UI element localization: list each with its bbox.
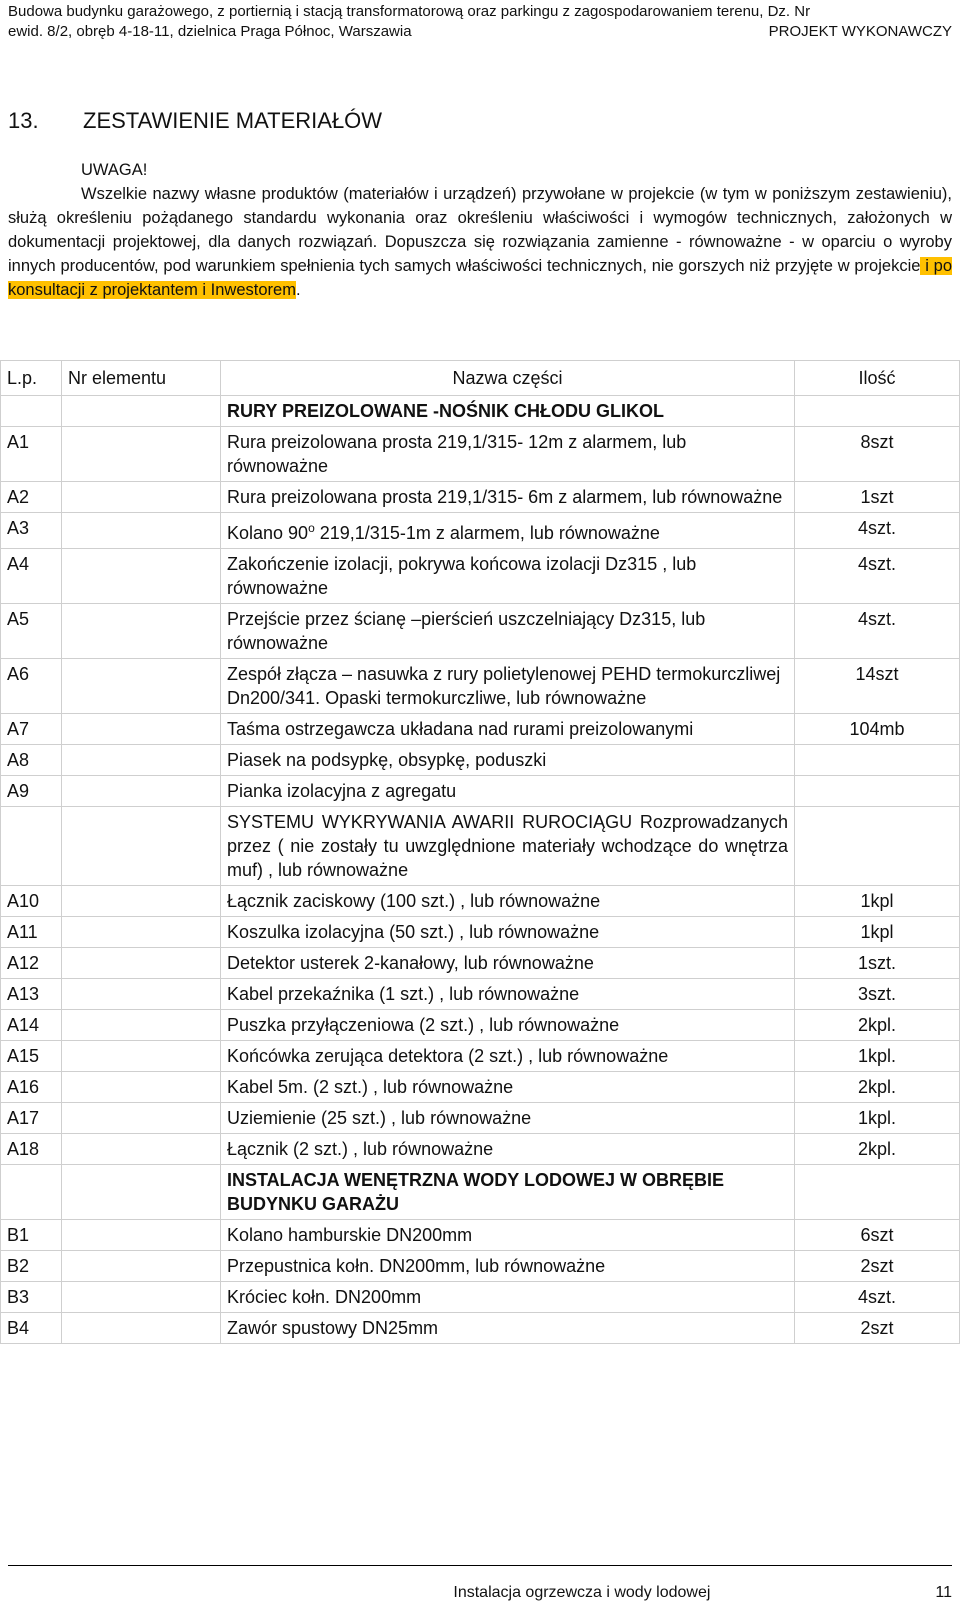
cell-element-number [62,1251,221,1282]
table-row [1,482,960,513]
cell-quantity: 2kpl. [795,1072,960,1103]
cell-element-number [62,917,221,948]
cell-quantity [795,776,960,807]
part-name-text: 219,1/315-1m z alarmem, lub równoważne [314,523,660,543]
cell-lp: A2 [1,482,62,513]
cell-quantity [795,807,960,886]
table-row [1,807,960,886]
group-heading: INSTALACJA WENĘTRZNA WODY LODOWEJ W OBRĘBIE BUDYNKU GARAŻU [221,1165,795,1220]
note-label: UWAGA! [81,161,148,179]
cell-element-number [62,948,221,979]
cell-lp [1,396,62,427]
page-header [8,2,952,42]
table-header-row [1,361,960,396]
cell-lp: A10 [1,886,62,917]
cell-element-number [62,1072,221,1103]
cell-lp: B1 [1,1220,62,1251]
cell-quantity: 104mb [795,714,960,745]
table-row [1,659,960,714]
cell-element-number [62,1165,221,1220]
cell-part-name: Przejście przez ścianę –pierścień uszczelniający Dz315, lub równoważne [221,604,795,659]
note-highlight-text: i po konsultacji z projektantem i Inwestorem [8,257,952,299]
cell-part-name: Piasek na podsypkę, obsypkę, poduszki [221,745,795,776]
note-end: . [295,281,301,299]
cell-part-name: Pianka izolacyjna z agregatu [221,776,795,807]
cell-lp: A3 [1,513,62,549]
header-line-2 [8,22,952,42]
section-title [8,108,382,134]
cell-quantity: 1kpl [795,886,960,917]
cell-element-number [62,1220,221,1251]
table-row [1,745,960,776]
page-number: 11 [935,1584,952,1601]
cell-part-name: Przepustnica kołn. DN200mm, lub równoważne [221,1251,795,1282]
cell-quantity [795,396,960,427]
cell-quantity: 3szt. [795,979,960,1010]
cell-part-name: Końcówka zerująca detektora (2 szt.) , lub równoważne [221,1041,795,1072]
cell-element-number [62,427,221,482]
cell-part-name: Zawór spustowy DN25mm [221,1313,795,1344]
materials-table [0,360,960,1344]
degree-superscript: o [308,521,315,535]
section-number: 13. [8,108,39,133]
cell-part-name: SYSTEMU WYKRYWANIA AWARII RUROCIĄGU Rozprowadzanych przez ( nie zostały tu uwzględnione materiały wchodzące do wnętrza muf) , lub równoważne [221,807,795,886]
cell-lp: A8 [1,745,62,776]
table-row [1,427,960,482]
cell-lp: A13 [1,979,62,1010]
cell-part-name: Kabel 5m. (2 szt.) , lub równoważne [221,1072,795,1103]
cell-lp: A17 [1,1103,62,1134]
cell-part-name: Króciec kołn. DN200mm [221,1282,795,1313]
table-row [1,1072,960,1103]
header-quantity: Ilość [795,361,960,396]
cell-part-name: Uziemienie (25 szt.) , lub równoważne [221,1103,795,1134]
cell-quantity: 2szt [795,1251,960,1282]
cell-lp: A6 [1,659,62,714]
cell-element-number [62,1041,221,1072]
cell-quantity: 2szt [795,1313,960,1344]
table-row [1,513,960,549]
header-line-1: Budowa budynku garażowego, z portiernią i stacją transformatorową oraz parkingu z zagospodarowaniem terenu, Dz. Nr [8,3,811,20]
cell-element-number [62,549,221,604]
table-row [1,1282,960,1313]
table-row [1,549,960,604]
cell-element-number [62,1103,221,1134]
page-footer [8,1565,952,1606]
cell-quantity: 1kpl [795,917,960,948]
cell-element-number [62,1134,221,1165]
cell-lp: A18 [1,1134,62,1165]
cell-quantity: 4szt. [795,513,960,549]
cell-element-number [62,776,221,807]
cell-lp: A1 [1,427,62,482]
part-name-text: Kolano 90 [227,523,309,543]
cell-element-number [62,714,221,745]
cell-quantity [795,1165,960,1220]
table-row [1,1251,960,1282]
cell-part-name: Łącznik zaciskowy (100 szt.) , lub równoważne [221,886,795,917]
cell-element-number [62,482,221,513]
cell-quantity: 14szt [795,659,960,714]
cell-lp: B4 [1,1313,62,1344]
cell-quantity: 4szt. [795,604,960,659]
cell-lp: A5 [1,604,62,659]
header-lp: L.p. [1,361,62,396]
header-element-number: Nr elementu [62,361,221,396]
note-text [8,182,952,302]
cell-lp: B3 [1,1282,62,1313]
table-row [1,1313,960,1344]
cell-quantity: 1kpl. [795,1103,960,1134]
section-heading: ZESTAWIENIE MATERIAŁÓW [83,108,383,133]
table-row [1,917,960,948]
header-project-type: PROJEKT WYKONAWCZY [768,23,952,40]
table-body [1,396,960,1344]
note-main-text: Wszelkie nazwy własne produktów (materiałów i urządzeń) przywołane w projekcie (w tym w poniższym zestawieniu), służą określeniu pożądanego standardu wykonania oraz określeniu właściwości i wymogów technicznych, założonych w dokumentacji projektowej, dla danych rozwiązań. Dopuszcza się rozwiązania zamienne - równoważne - w oparciu o wyroby innych producentów, pod warunkiem spełnienia tych samych właściwości technicznych, nie gorszych niż przyjęte w projekcie [8,185,952,275]
cell-quantity [795,745,960,776]
header-part-name: Nazwa części [221,361,795,396]
table-row [1,396,960,427]
cell-element-number [62,1010,221,1041]
cell-lp: A16 [1,1072,62,1103]
cell-lp [1,807,62,886]
cell-element-number [62,396,221,427]
cell-part-name: Zespół złącza – nasuwka z rury polietylenowej PEHD termokurczliwej Dn200/341. Opaski termokurczliwe, lub równoważne [221,659,795,714]
cell-element-number [62,745,221,776]
table-row [1,1134,960,1165]
cell-lp: A9 [1,776,62,807]
cell-lp: B2 [1,1251,62,1282]
cell-quantity: 6szt [795,1220,960,1251]
cell-lp: A15 [1,1041,62,1072]
table-row [1,1103,960,1134]
table-row [1,776,960,807]
table-row [1,714,960,745]
cell-part-name: Kabel przekaźnika (1 szt.) , lub równoważne [221,979,795,1010]
header-location: ewid. 8/2, obręb 4-18-11, dzielnica Praga Północ, Warszawia [8,23,412,40]
cell-element-number [62,807,221,886]
cell-quantity: 1kpl. [795,1041,960,1072]
cell-quantity: 2kpl. [795,1134,960,1165]
table-row [1,1010,960,1041]
cell-part-name [221,513,795,549]
cell-quantity: 1szt [795,482,960,513]
table-row [1,1165,960,1220]
cell-element-number [62,886,221,917]
table-row [1,1220,960,1251]
cell-part-name: Łącznik (2 szt.) , lub równoważne [221,1134,795,1165]
cell-element-number [62,1282,221,1313]
table-row [1,1041,960,1072]
table-row [1,604,960,659]
cell-part-name: Koszulka izolacyjna (50 szt.) , lub równoważne [221,917,795,948]
cell-lp: A14 [1,1010,62,1041]
note-block [8,158,952,302]
cell-element-number [62,659,221,714]
cell-quantity: 2kpl. [795,1010,960,1041]
cell-part-name: Rura preizolowana prosta 219,1/315- 12m z alarmem, lub równoważne [221,427,795,482]
cell-lp [1,1165,62,1220]
cell-part-name: Rura preizolowana prosta 219,1/315- 6m z alarmem, lub równoważne [221,482,795,513]
footer-title: Instalacja ogrzewcza i wody lodowej [453,1584,711,1601]
cell-quantity: 4szt. [795,549,960,604]
group-heading: RURY PREIZOLOWANE -NOŚNIK CHŁODU GLIKOL [221,396,795,427]
cell-quantity: 8szt [795,427,960,482]
cell-lp: A12 [1,948,62,979]
cell-part-name: Puszka przyłączeniowa (2 szt.) , lub równoważne [221,1010,795,1041]
cell-quantity: 1szt. [795,948,960,979]
cell-element-number [62,513,221,549]
cell-element-number [62,979,221,1010]
cell-quantity: 4szt. [795,1282,960,1313]
cell-lp: A4 [1,549,62,604]
footer-text [453,1584,952,1602]
cell-part-name: Kolano hamburskie DN200mm [221,1220,795,1251]
cell-lp: A7 [1,714,62,745]
cell-part-name: Zakończenie izolacji, pokrywa końcowa izolacji Dz315 , lub równoważne [221,549,795,604]
table-row [1,886,960,917]
table-row [1,979,960,1010]
cell-part-name: Taśma ostrzegawcza układana nad rurami preizolowanymi [221,714,795,745]
table-row [1,948,960,979]
cell-element-number [62,1313,221,1344]
cell-lp: A11 [1,917,62,948]
cell-element-number [62,604,221,659]
cell-part-name: Detektor usterek 2-kanałowy, lub równoważne [221,948,795,979]
